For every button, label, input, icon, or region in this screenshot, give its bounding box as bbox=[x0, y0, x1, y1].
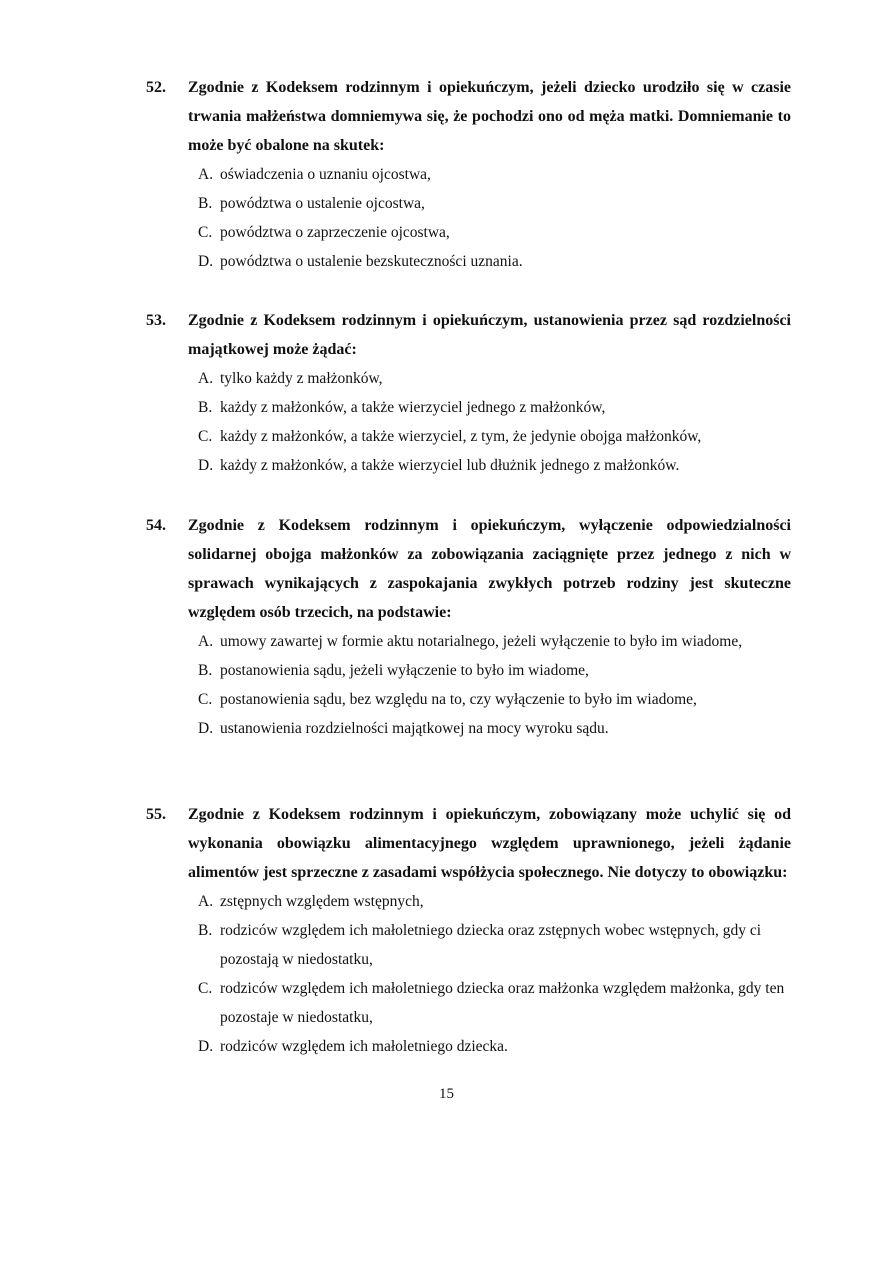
option-text: zstępnych względem wstępnych, bbox=[220, 893, 424, 910]
option-text: tylko każdy z małżonków, bbox=[220, 370, 383, 387]
option-letter: C. bbox=[198, 691, 213, 708]
page-number: 15 bbox=[439, 1086, 454, 1102]
answer-options bbox=[198, 364, 791, 480]
answer-option-a bbox=[198, 364, 791, 393]
option-text: powództwa o ustalenie bezskuteczności uznania. bbox=[220, 253, 523, 270]
answer-options bbox=[198, 160, 791, 276]
option-letter: D. bbox=[198, 720, 214, 737]
option-letter: C. bbox=[198, 980, 213, 997]
answer-option-c bbox=[198, 685, 791, 714]
question-stem: Zgodnie z Kodeksem rodzinnym i opiekuńczym, jeżeli dziecko urodziło się w czasie trwania małżeństwa domniemywa się, że pochodzi ono od męża matki. Domniemanie to może być obalone na skutek: bbox=[188, 79, 791, 154]
option-text: ustanowienia rozdzielności majątkowej na mocy wyroku sądu. bbox=[220, 720, 609, 737]
answer-option-b bbox=[198, 656, 791, 685]
question-number: 54. bbox=[146, 517, 166, 534]
question-number: 53. bbox=[146, 312, 166, 329]
question-number: 52. bbox=[146, 79, 166, 96]
option-text: każdy z małżonków, a także wierzyciel jednego z małżonków, bbox=[220, 399, 606, 416]
question-54 bbox=[146, 511, 791, 743]
answer-options bbox=[198, 627, 791, 743]
option-letter: A. bbox=[198, 893, 214, 910]
question-number: 55. bbox=[146, 806, 166, 823]
option-text: rodziców względem ich małoletniego dziecka oraz małżonka względem małżonka, gdy ten pozostaje w niedostatku, bbox=[220, 980, 785, 1026]
option-text: postanowienia sądu, jeżeli wyłączenie to było im wiadome, bbox=[220, 662, 589, 679]
answer-option-a bbox=[198, 160, 791, 189]
option-text: powództwa o ustalenie ojcostwa, bbox=[220, 195, 425, 212]
question-stem: Zgodnie z Kodeksem rodzinnym i opiekuńczym, zobowiązany może uchylić się od wykonania obowiązku alimentacyjnego względem uprawnionego, jeżeli żądanie alimentów jest sprzeczne z zasadami współżycia społecznego. Nie dotyczy to obowiązku: bbox=[188, 806, 791, 881]
answer-option-d bbox=[198, 1032, 791, 1061]
question-52 bbox=[146, 73, 791, 276]
option-letter: B. bbox=[198, 399, 213, 416]
answer-option-d bbox=[198, 714, 791, 743]
answer-option-d bbox=[198, 247, 791, 276]
answer-option-c bbox=[198, 422, 791, 451]
option-letter: D. bbox=[198, 457, 214, 474]
question-stem: Zgodnie z Kodeksem rodzinnym i opiekuńczym, ustanowienia przez sąd rozdzielności majątkowej może żądać: bbox=[188, 312, 791, 358]
option-letter: C. bbox=[198, 224, 213, 241]
answer-option-b bbox=[198, 916, 791, 974]
answer-option-b bbox=[198, 393, 791, 422]
option-letter: B. bbox=[198, 195, 213, 212]
answer-option-b bbox=[198, 189, 791, 218]
question-53 bbox=[146, 306, 791, 480]
answer-option-c bbox=[198, 974, 791, 1032]
answer-option-d bbox=[198, 451, 791, 480]
option-text: rodziców względem ich małoletniego dziecka oraz zstępnych wobec wstępnych, gdy ci pozostają w niedostatku, bbox=[220, 922, 762, 968]
option-text: każdy z małżonków, a także wierzyciel, z tym, że jedynie obojga małżonków, bbox=[220, 428, 702, 445]
answer-option-c bbox=[198, 218, 791, 247]
option-letter: A. bbox=[198, 633, 214, 650]
option-text: oświadczenia o uznaniu ojcostwa, bbox=[220, 166, 431, 183]
option-text: postanowienia sądu, bez względu na to, czy wyłączenie to było im wiadome, bbox=[220, 691, 697, 708]
option-text: powództwa o zaprzeczenie ojcostwa, bbox=[220, 224, 450, 241]
answer-option-a bbox=[198, 627, 791, 656]
option-letter: A. bbox=[198, 370, 214, 387]
question-stem: Zgodnie z Kodeksem rodzinnym i opiekuńczym, wyłączenie odpowiedzialności solidarnej obojga małżonków za zobowiązania zaciągnięte przez jednego z nich w sprawach wynikających z zaspokajania zwykłych potrzeb rodziny jest skuteczne względem osób trzecich, na podstawie: bbox=[188, 517, 791, 621]
option-letter: B. bbox=[198, 662, 213, 679]
option-text: rodziców względem ich małoletniego dziecka. bbox=[220, 1038, 508, 1055]
option-letter: A. bbox=[198, 166, 214, 183]
answer-options bbox=[198, 887, 791, 1061]
option-letter: B. bbox=[198, 922, 213, 939]
option-letter: D. bbox=[198, 253, 214, 270]
answer-option-a bbox=[198, 887, 791, 916]
question-55 bbox=[146, 800, 791, 1061]
option-text: każdy z małżonków, a także wierzyciel lub dłużnik jednego z małżonków. bbox=[220, 457, 680, 474]
option-letter: C. bbox=[198, 428, 213, 445]
option-text: umowy zawartej w formie aktu notarialnego, jeżeli wyłączenie to było im wiadome, bbox=[220, 633, 743, 650]
option-letter: D. bbox=[198, 1038, 214, 1055]
